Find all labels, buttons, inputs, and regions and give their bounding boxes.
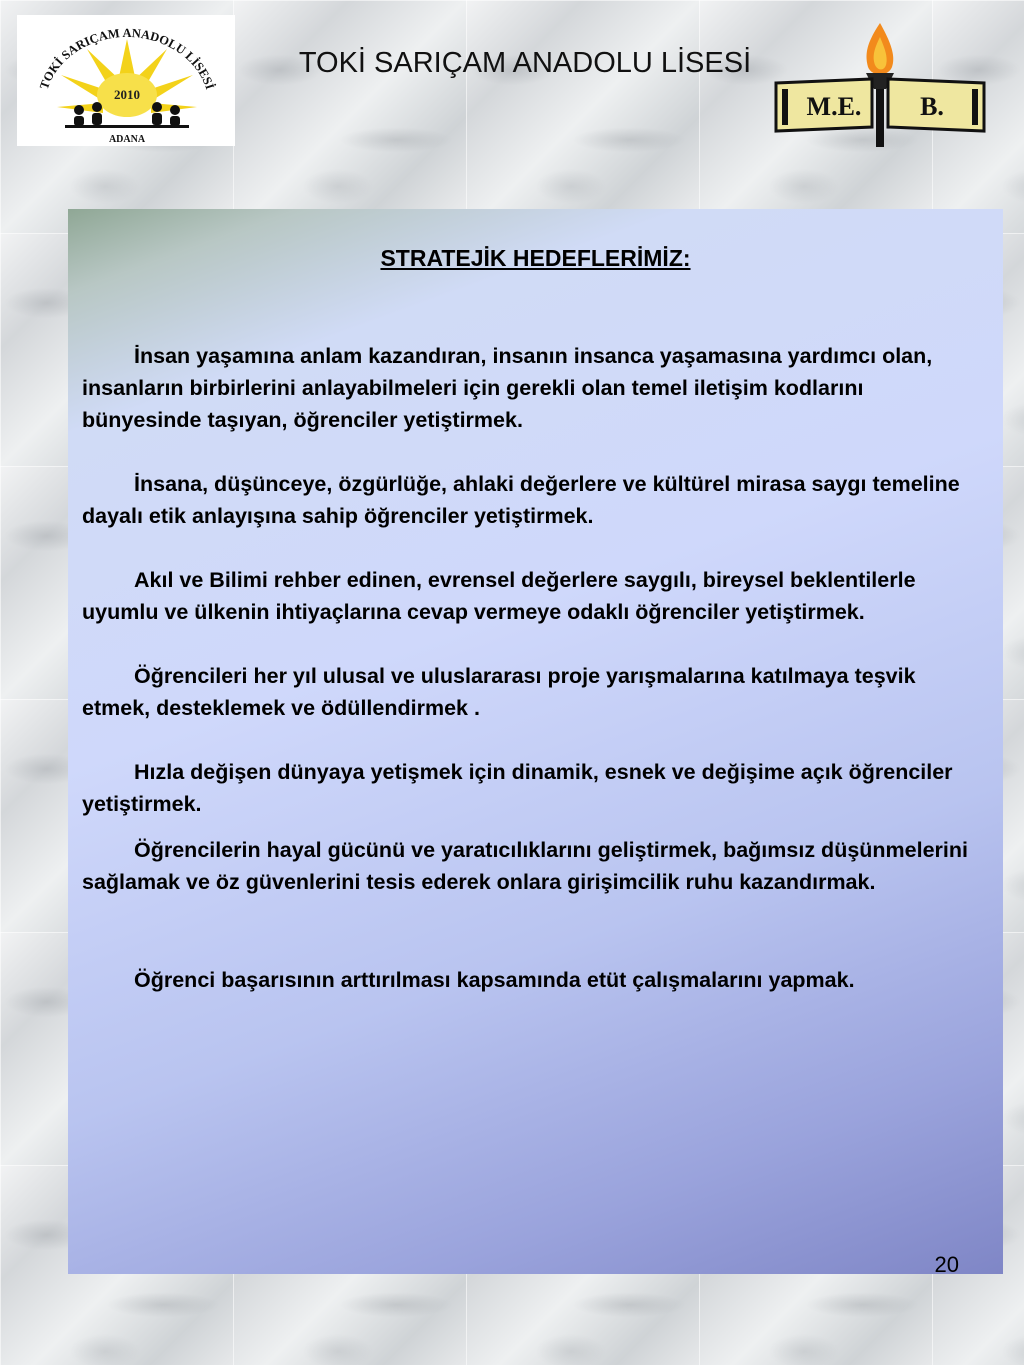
goal-item: Öğrenci başarısının arttırılması kapsamında etüt çalışmalarını yapmak. [134, 968, 855, 992]
goal-item: İnsan yaşamına anlam kazandıran, insanın insanca yaşamasına yardımcı olan, insanların birbirlerini anlayabilmeleri için gerekli olan temel iletişim kodlarını bünyesinde taşıyan, öğrenciler yetiştirmek. [82, 344, 933, 432]
meb-emblem-icon [768, 15, 993, 155]
goal-item: Öğrencileri her yıl ulusal ve uluslararası proje yarışmalarına katılmaya teşvik etmek, desteklemek ve ödüllendirmek . [82, 664, 916, 720]
torch-flame-icon [867, 23, 894, 75]
goal-item: Öğrencilerin hayal gücünü ve yaratıcılıklarını geliştirmek, bağımsız düşünmelerini sağlamak ve öz güvenlerini tesis ederek onlara girişimcilik ruhu kazandırmak. [82, 838, 968, 894]
goal-item: Akıl ve Bilimi rehber edinen, evrensel değerlere saygılı, bireysel beklentilerle uyumlu ve ülkenin ihtiyaçlarına cevap vermeye odaklı öğrenciler yetiştirmek. [82, 568, 916, 624]
meb-text-left: M.E. [806, 92, 862, 121]
school-emblem-icon [17, 15, 235, 146]
meb-text-right: B. [920, 92, 944, 121]
school-logo [17, 15, 235, 146]
section-heading: STRATEJİK HEDEFLERİMİZ: [380, 245, 691, 271]
torch-handle [876, 89, 884, 147]
logo-city: ADANA [108, 134, 146, 145]
page-number: 20 [934, 1252, 959, 1277]
goal-item: Hızla değişen dünyaya yetişmek için dinamik, esnek ve değişime açık öğrenciler yetiştirmek. [82, 760, 953, 816]
school-title: TOKİ SARIÇAM ANADOLU LİSESİ [298, 47, 752, 79]
content-panel [68, 209, 1003, 1277]
goals-list [82, 340, 982, 996]
logo-arc-text: TOKİ SARIÇAM ANADOLU LİSESİ [36, 25, 218, 92]
goal-item: İnsana, düşünceye, özgürlüğe, ahlaki değerlere ve kültürel mirasa saygı temeline dayalı etik anlayışına sahip öğrenciler yetiştirmek. [82, 472, 960, 528]
logo-year: 2010 [114, 87, 140, 102]
meb-logo [768, 15, 993, 155]
